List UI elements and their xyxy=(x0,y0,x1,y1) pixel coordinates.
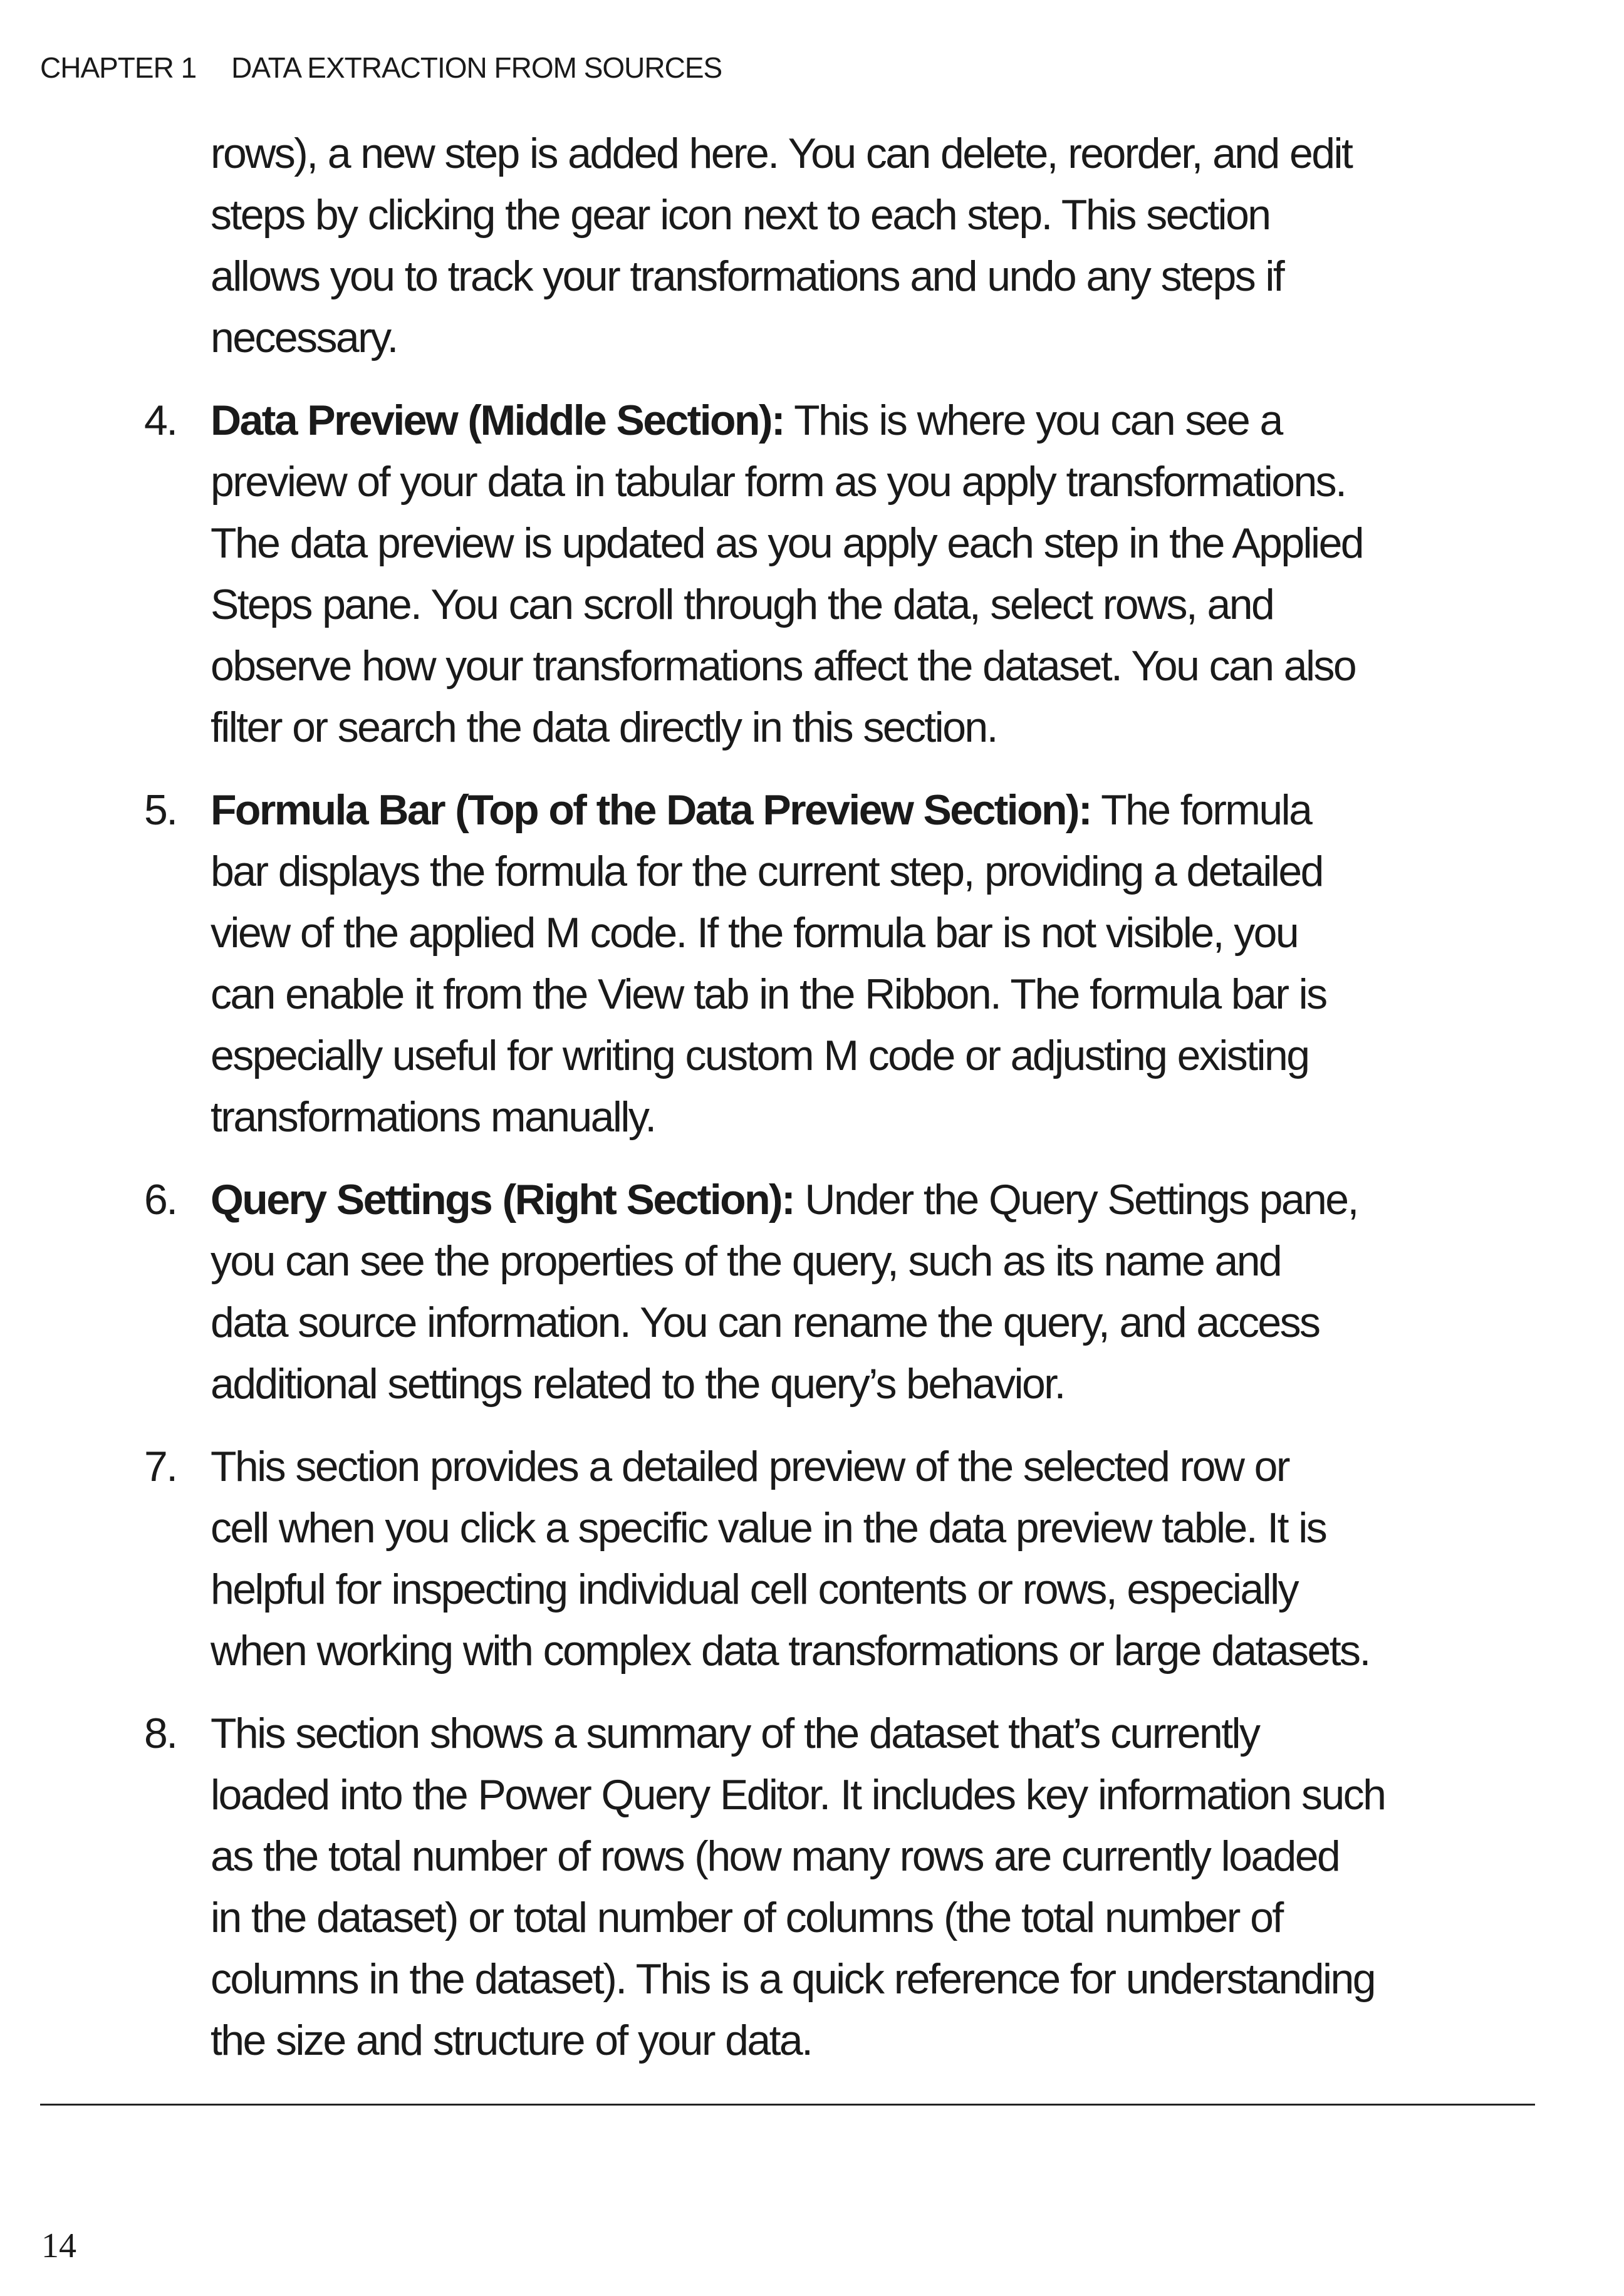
page-number: 14 xyxy=(41,2226,76,2265)
list-number: 4. xyxy=(144,397,177,444)
text-line: Under the Query Settings pane, xyxy=(794,1176,1358,1223)
text-line: allows you to track your transformations and undo any steps if xyxy=(211,252,1284,300)
text-line: can enable it from the View tab in the Ribbon. The formula bar is xyxy=(211,970,1326,1018)
text-line: loaded into the Power Query Editor. It includes key information such xyxy=(211,1771,1385,1819)
list-number: 6. xyxy=(144,1176,177,1223)
text-line: data source information. You can rename the query, and access xyxy=(211,1299,1320,1346)
text-line: This is where you can see a xyxy=(784,397,1282,444)
list-item-6 xyxy=(144,1169,1429,1415)
text-line: filter or search the data directly in this section. xyxy=(211,704,997,751)
text-line: Steps pane. You can scroll through the data, select rows, and xyxy=(211,581,1274,628)
text-line: as the total number of rows (how many rows are currently loaded xyxy=(211,1832,1340,1880)
list-item-5 xyxy=(144,779,1429,1148)
text-line: especially useful for writing custom M code or adjusting existing xyxy=(211,1032,1309,1079)
text-line: This section provides a detailed preview of the selected row or xyxy=(211,1443,1289,1490)
intro-paragraph xyxy=(144,123,1429,368)
running-head xyxy=(40,49,722,86)
list-item-7 xyxy=(144,1436,1429,1681)
chapter-title: DATA EXTRACTION FROM SOURCES xyxy=(231,51,722,84)
text-line: cell when you click a specific value in the data preview table. It is xyxy=(211,1504,1326,1552)
text-line: helpful for inspecting individual cell contents or rows, especially xyxy=(211,1566,1298,1613)
list-number: 8. xyxy=(144,1710,177,1757)
text-line: transformations manually. xyxy=(211,1093,655,1141)
text-line: rows), a new step is added here. You can delete, reorder, and edit xyxy=(211,130,1352,177)
text-line: in the dataset) or total number of columns (the total number of xyxy=(211,1894,1283,1941)
list-item-4 xyxy=(144,390,1429,758)
item-heading: Query Settings (Right Section): xyxy=(211,1176,794,1223)
list-item-8 xyxy=(144,1703,1429,2071)
text-line: bar displays the formula for the current step, providing a detailed xyxy=(211,848,1323,895)
text-line: necessary. xyxy=(211,314,397,361)
text-line: the size and structure of your data. xyxy=(211,2017,812,2064)
text-line: columns in the dataset). This is a quick reference for understanding xyxy=(211,1955,1375,2003)
item-heading: Data Preview (Middle Section): xyxy=(211,397,784,444)
text-line: The formula xyxy=(1091,786,1311,834)
text-line: steps by clicking the gear icon next to each step. This section xyxy=(211,191,1270,239)
text-line: observe how your transformations affect the dataset. You can also xyxy=(211,642,1356,690)
footer-rule xyxy=(40,2104,1535,2106)
text-line: additional settings related to the query’s behavior. xyxy=(211,1360,1064,1408)
chapter-label: CHAPTER 1 xyxy=(40,51,197,84)
text-line: view of the applied M code. If the formula bar is not visible, you xyxy=(211,909,1298,957)
list-number: 5. xyxy=(144,786,177,834)
body-text xyxy=(144,123,1429,2071)
text-line: when working with complex data transformations or large datasets. xyxy=(211,1627,1370,1675)
text-line: you can see the properties of the query, such as its name and xyxy=(211,1237,1281,1285)
list-number: 7. xyxy=(144,1443,177,1490)
text-line: The data preview is updated as you apply each step in the Applied xyxy=(211,519,1363,567)
text-line: This section shows a summary of the dataset that’s currently xyxy=(211,1710,1259,1757)
text-line: preview of your data in tabular form as you apply transformations. xyxy=(211,458,1346,506)
item-heading: Formula Bar (Top of the Data Preview Section): xyxy=(211,786,1091,834)
